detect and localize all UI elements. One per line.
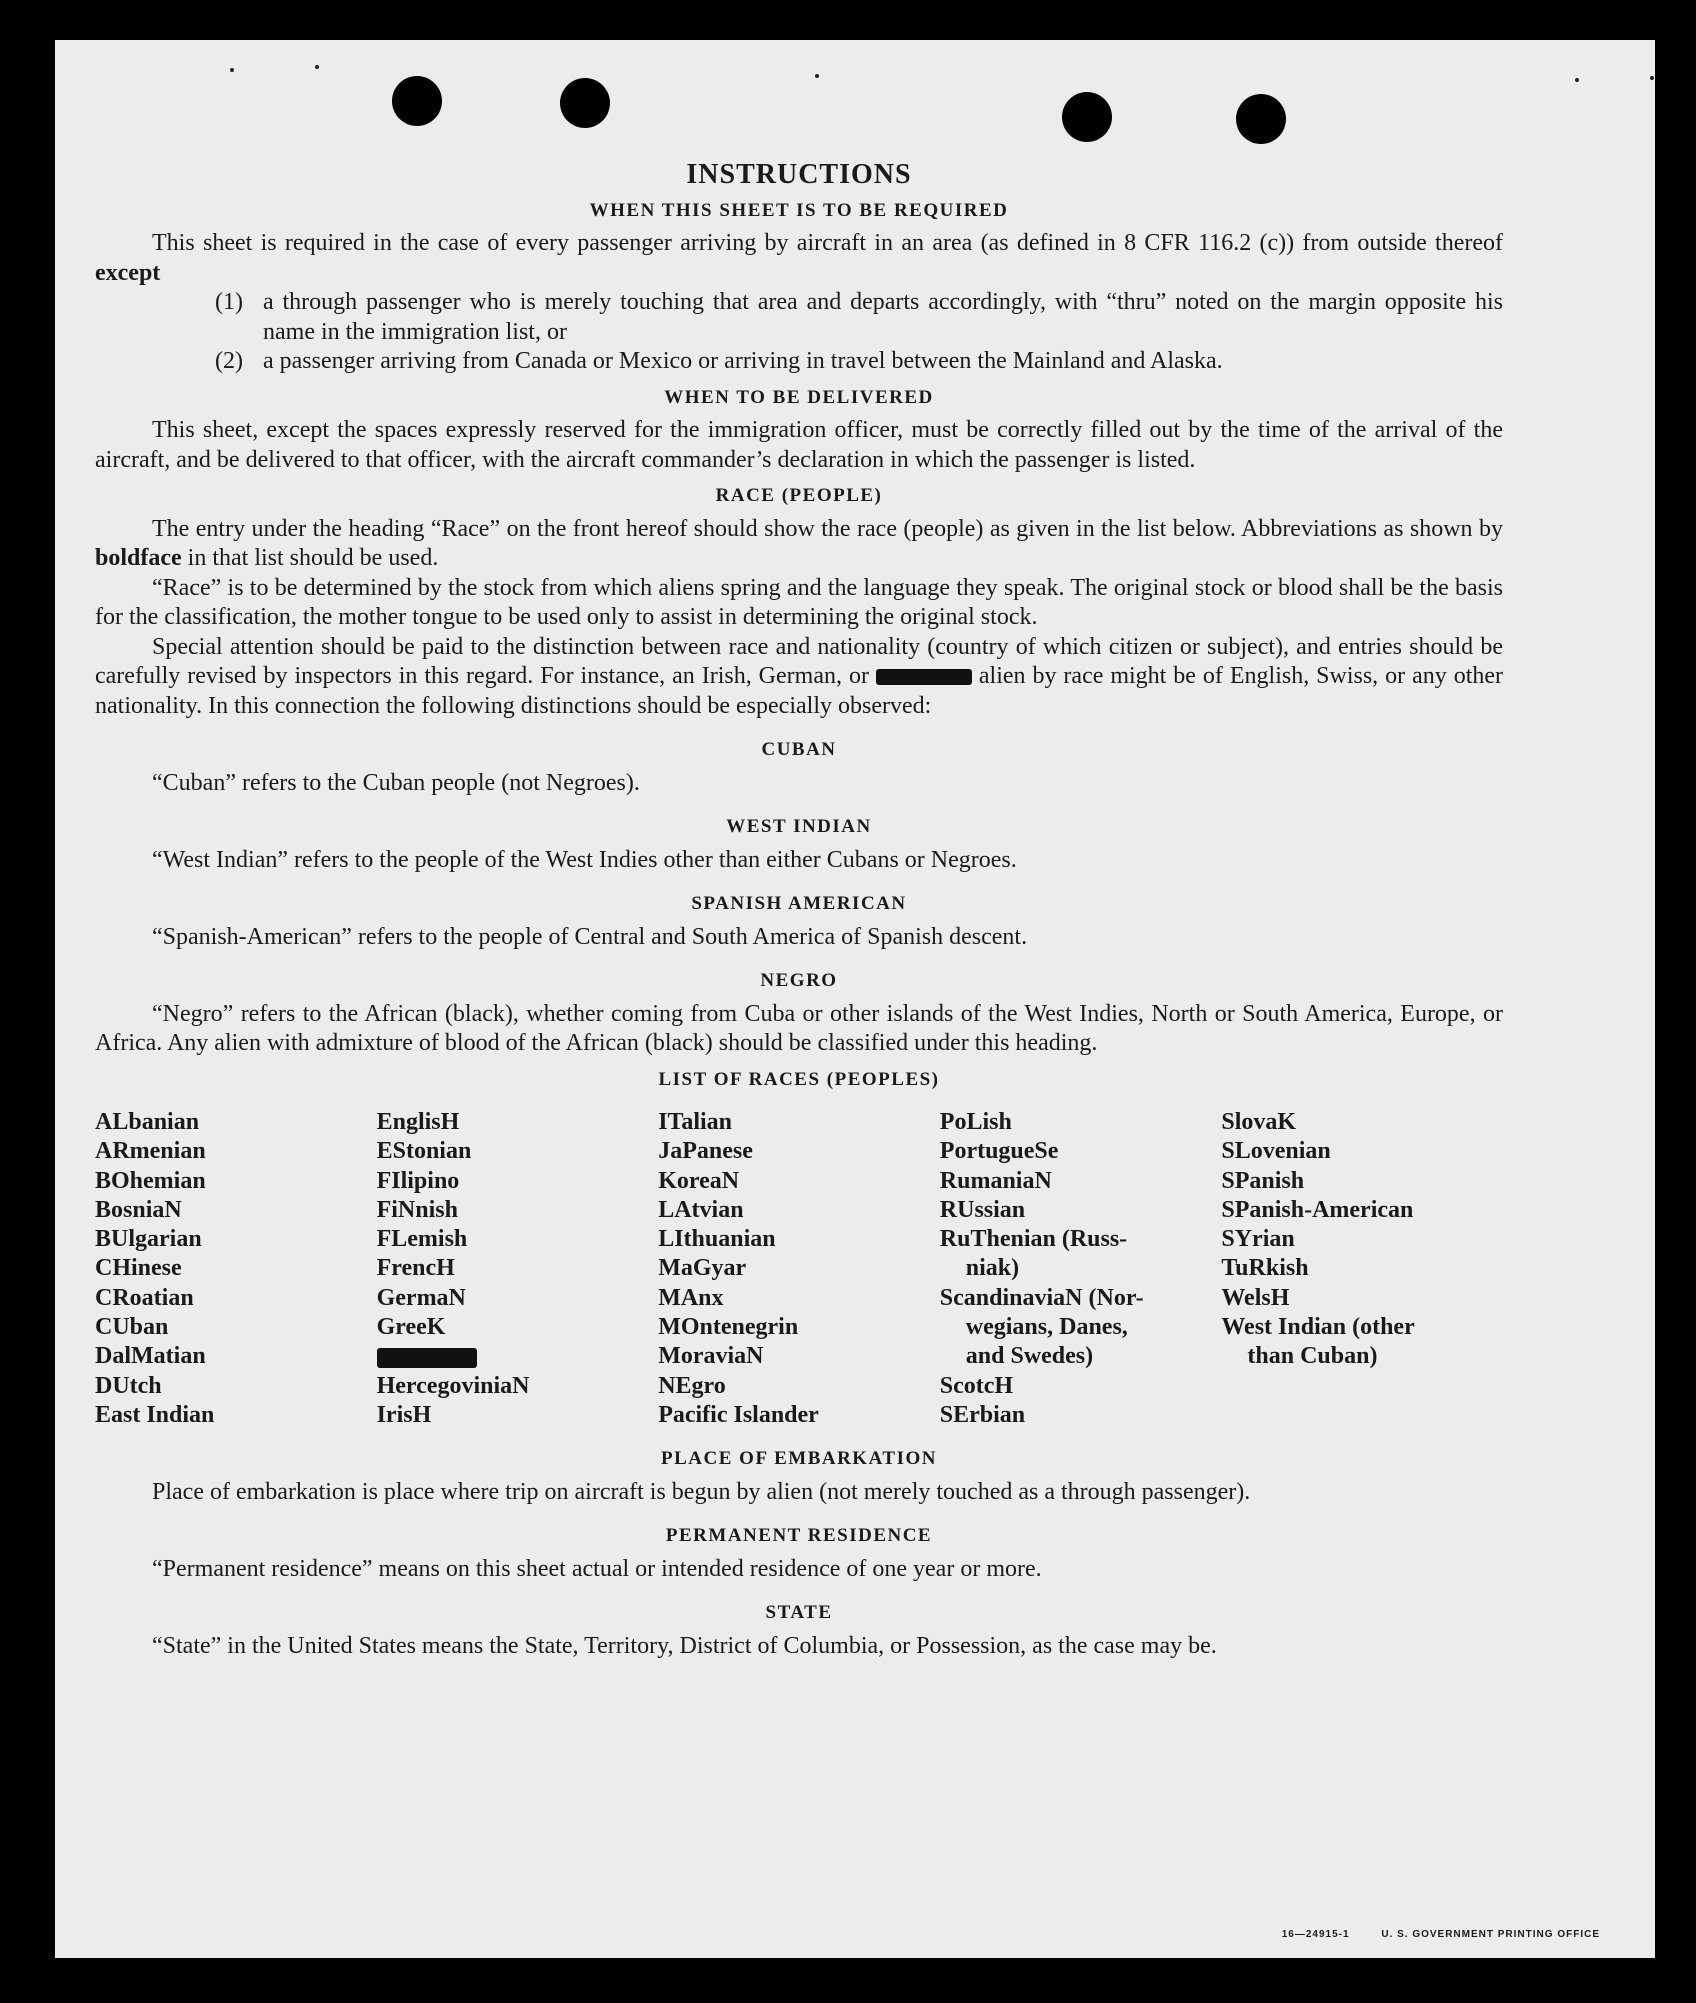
race-entry: CRoatian [95,1284,194,1311]
race-entry: FiNnish [376,1196,458,1223]
exception-item [95,347,1503,377]
heading-spanish-american: SPANISH AMERICAN [691,893,907,914]
race-entry: NEgro [658,1372,726,1399]
required-paragraph [95,229,1503,288]
race-entry: MAnx [658,1284,724,1311]
item-text: a through passenger who is merely touching that area and departs accordingly, with “thru” noted on the margin opposite his name in the immigration list, or [263,289,1503,345]
race-p1-end: in that list should be used. [187,545,439,571]
race-entry: RUssian [939,1196,1026,1223]
race-entry: FrencH [376,1255,455,1282]
race-entry: EStonian [376,1138,472,1165]
heading-permanent-residence: PERMANENT RESIDENCE [665,1525,933,1547]
race-entry: ALbanian [95,1109,200,1135]
residence-paragraph: “Permanent residence” means on this sheet actual or intended residence of one year or more. [152,1555,1042,1582]
race-entry: FIlipino [376,1167,460,1194]
race-entry-continued: wegians, Danes, [965,1314,1128,1341]
embarkation-paragraph: Place of embarkation is place where trip on aircraft is begun by alien (not merely touched as a through passenger). [152,1478,1251,1505]
races-column-5 [1221,1108,1503,1430]
races-list [95,1108,1503,1430]
speck [1650,76,1654,80]
race-entry: FLemish [376,1226,468,1253]
race-entry: MoraviaN [658,1343,764,1370]
state-paragraph: “State” in the United States means the State, Territory, District of Columbia, or Possession, as the case may be. [152,1632,1217,1659]
race-entry: CUban [95,1314,169,1341]
required-except: except [95,259,161,286]
race-entry: BOhemian [95,1167,206,1194]
race-entry-continued: niak) [965,1255,1020,1282]
heading-negro: NEGRO [760,970,838,991]
races-column-4 [940,1108,1222,1430]
race-entry: EnglisH [376,1109,460,1135]
printer-imprint: U. S. GOVERNMENT PRINTING OFFICE [1381,1929,1600,1940]
race-entry: SErbian [939,1401,1026,1428]
races-column-1 [95,1108,377,1430]
punch-hole [560,78,610,128]
race-entry: GermaN [376,1284,466,1311]
race-entry: BosniaN [95,1196,182,1223]
heading-required: WHEN THIS SHEET IS TO BE REQUIRED [589,199,1009,221]
race-entry: JaPanese [658,1138,753,1165]
race-p3-end: alien by race might be of English, Swiss, or any other nationality. In this connection the following distinctions should be especially observed: [95,663,1504,719]
race-paragraph-1 [95,515,1503,574]
spanish-american-paragraph: “Spanish-American” refers to the people of Central and South America of Spanish descent. [152,923,1028,950]
race-paragraph-2: “Race” is to be determined by the stock from which aliens spring and the language they speak. The original stock or blood shall be the basis for the classification, the mother tongue to be used only to assist in determining the original stock. [95,574,1503,630]
speck [230,68,234,72]
race-entry: HercegoviniaN [376,1372,530,1399]
punch-hole [1062,92,1112,142]
race-entry-continued: and Swedes) [965,1343,1094,1370]
race-entry: RuThenian (Russ- [939,1226,1128,1253]
race-entry: WelsH [1221,1284,1290,1311]
race-entry: ScotcH [939,1372,1014,1399]
negro-paragraph: “Negro” refers to the African (black), whether coming from Cuba or other islands of the West Indies, North or South America, Europe, or Africa. Any alien with admixture of blood of the African (black) should be classified under this heading. [95,1000,1503,1056]
race-entry: SLovenian [1221,1138,1331,1165]
document-sheet [55,40,1655,1958]
heading-list-of-races: LIST OF RACES (PEOPLES) [658,1068,940,1090]
instructions-body [95,160,1503,1661]
item-number: (2) [215,348,243,374]
speck [1575,78,1579,82]
punch-hole [1236,94,1286,144]
heading-race: RACE (PEOPLE) [715,485,883,506]
race-entry: ITalian [658,1109,733,1135]
race-entry-redacted [377,1342,659,1371]
race-entry: SPanish [1221,1167,1305,1194]
race-entry: ARmenian [95,1138,206,1165]
heading-state: STATE [765,1602,833,1624]
form-number: 16—24915-1 [1281,1929,1350,1940]
race-entry: DUtch [95,1372,162,1399]
delivered-paragraph: This sheet, except the spaces expressly reserved for the immigration officer, must be correctly filled out by the time of the arrival of the aircraft, and be delivered to that officer, with the aircraft commander’s declaration in which the passenger is listed. [95,417,1503,473]
race-entry: GreeK [376,1314,446,1341]
item-text: a passenger arriving from Canada or Mexico or arriving in travel between the Mainland and Alaska. [263,348,1223,374]
race-entry: Pacific Islander [658,1401,819,1428]
boldface-word: boldface [95,545,182,571]
speck [815,74,819,78]
race-entry: LAtvian [658,1196,744,1223]
item-number: (1) [215,289,243,315]
west-indian-paragraph: “West Indian” refers to the people of the West Indies other than either Cubans or Negroes. [152,846,1017,873]
race-entry: TuRkish [1221,1255,1309,1282]
race-entry: PortugueSe [939,1138,1059,1165]
race-entry: RumaniaN [939,1167,1052,1194]
race-entry: LIthuanian [658,1226,776,1253]
heading-delivered: WHEN TO BE DELIVERED [664,386,934,408]
heading-west-indian: WEST INDIAN [726,816,872,837]
punch-hole [392,76,442,126]
race-paragraph-3 [95,633,1503,722]
race-entry: CHinese [95,1255,182,1282]
race-entry: IrisH [376,1401,432,1428]
print-footer [1254,1929,1600,1940]
races-column-2 [377,1108,659,1430]
heading-cuban: CUBAN [761,739,837,760]
exception-item [95,288,1503,347]
race-entry: MOntenegrin [658,1314,799,1341]
cuban-paragraph: “Cuban” refers to the Cuban people (not Negroes). [152,769,640,796]
redaction-mark [377,1348,477,1368]
race-p3-text: Special attention should be paid to the distinction between race and nationality (country of which citizen or subject), and entries should be carefully revised by inspectors in this regard. For instance, an Irish, German, or [95,633,1503,689]
race-entry: SlovaK [1221,1109,1297,1135]
race-entry: East Indian [95,1401,215,1428]
race-entry: PoLish [939,1109,1012,1135]
race-entry: West Indian (other [1221,1314,1415,1341]
race-entry: BUlgarian [95,1226,202,1253]
race-entry-continued: than Cuban) [1247,1343,1378,1370]
race-entry: KoreaN [658,1167,740,1194]
race-entry: MaGyar [658,1255,747,1282]
race-entry: ScandinaviaN (Nor- [939,1284,1144,1311]
heading-embarkation: PLACE OF EMBARKATION [661,1448,937,1470]
required-intro: This sheet is required in the case of every passenger arriving by aircraft in an area (as defined in 8 CFR 116.2 (c)) from outside thereof [152,230,1503,256]
race-entry: SPanish-American [1221,1196,1414,1223]
race-entry: SYrian [1221,1226,1295,1253]
race-entry: DalMatian [95,1343,206,1370]
redaction-mark [876,669,972,685]
race-p1-text: The entry under the heading “Race” on the front hereof should show the race (people) as given in the list below. Abbreviations as shown by [152,515,1503,542]
page-title: INSTRUCTIONS [686,159,912,190]
races-column-3 [658,1108,940,1430]
speck [315,65,319,69]
